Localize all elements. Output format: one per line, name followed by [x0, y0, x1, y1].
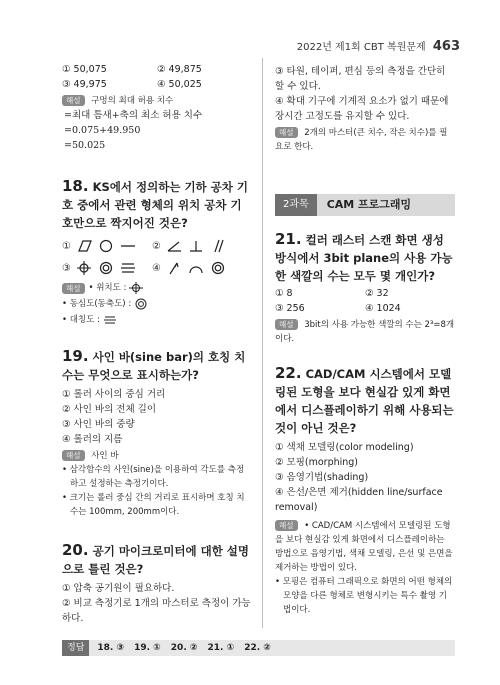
q19-expl-2: • 크기는 롤러 중심 간의 거리로 표시하며 호칭 치수는 100mm, 200mm이다.: [62, 493, 245, 517]
q18-text: KS에서 정의하는 기하 공차 기호 중에서 관련 형체의 위치 공차 기호만으로 짝지어진 것은?: [62, 180, 248, 230]
answer-tag: 정답: [62, 640, 89, 656]
q18-number: 18.: [62, 177, 89, 195]
q22-explanation: [275, 519, 455, 575]
q17-expl-line-2: =최대 틈새+축의 최소 허용 치수: [64, 110, 203, 121]
q18-expl-row-3: [62, 313, 252, 327]
explanation-badge: 해설: [275, 319, 298, 330]
q21-option-3: ③ 256: [275, 303, 305, 314]
q17-expl-line-3: =0.075+49.950: [64, 125, 141, 136]
q19-number: 19.: [62, 347, 89, 365]
q22-expl-1: • CAD/CAM 시스템에서 모델링된 도형을 보다 현실감 있게 화면에서 디스플레이하는 방법으로 음영기법, 색채 모델링, 은선 및 은면을 제거하는 방법이 있다.: [275, 521, 453, 573]
q20-explanation: [275, 126, 455, 154]
q20-text: 공기 마이크로미터에 대한 설명으로 틀린 것은?: [62, 544, 250, 576]
q21-text: 컬러 래스터 스캔 화면 생성 방식에서 3bit plane의 사용 가능한 색깔의 수는 모두 몇 개인가?: [275, 233, 453, 283]
profile-line-icon: [188, 261, 204, 275]
explanation-badge: 해설: [275, 127, 298, 138]
circularity-icon: [98, 239, 114, 253]
answer-19: 19. ①: [134, 643, 161, 653]
symmetry-icon: [120, 261, 136, 275]
q18-option-row-2: [62, 257, 252, 279]
q22-option-3: ③ 음영기법(shading): [275, 472, 369, 483]
answer-bar: [62, 640, 455, 656]
q17-expl-line-4: =50.025: [64, 140, 106, 151]
q22-option-1: ① 색채 모델링(color modeling): [275, 442, 414, 453]
explanation-badge: 해설: [62, 450, 85, 461]
q22-number: 22.: [275, 364, 302, 382]
q22-expl-2: • 모핑은 컴퓨터 그래픽으로 화면의 어떤 형체의 모양을 다른 형체로 변형시키는 특수 촬영 기법이다.: [275, 577, 453, 615]
q18-label-1: ①: [62, 240, 71, 252]
q19-expl-1: • 삼각함수의 사인(sine)을 이용하여 각도를 측정하고 설정하는 측정기이다.: [62, 465, 245, 489]
page-number: 463: [432, 39, 460, 54]
q17-expl-line-1: 구멍의 최대 허용 치수: [91, 96, 174, 106]
q21-number: 21.: [275, 230, 302, 248]
q21-option-2: ② 32: [365, 288, 389, 299]
explanation-badge: 해설: [275, 520, 298, 531]
q22-title: [275, 364, 455, 437]
q18-label-2: ②: [152, 240, 161, 252]
q20-expl: 2개의 마스터(큰 치수, 작은 치수)를 필요로 한다.: [275, 128, 448, 152]
q18-title: [62, 177, 252, 232]
q19-option-2: ② 사인 바의 전체 길이: [62, 404, 157, 415]
q20-option-1: ① 압축 공기원이 필요하다.: [62, 583, 175, 594]
q19-option-1: ① 롤러 사이의 중심 거리: [62, 389, 166, 400]
answer-21: 21. ①: [207, 643, 235, 653]
concentricity-icon-2: [210, 261, 226, 275]
position-icon: [129, 282, 143, 294]
subject-bar: [275, 194, 455, 216]
answer-22: 22. ②: [244, 643, 271, 653]
q20-title: [62, 541, 252, 578]
q22-text: CAD/CAM 시스템에서 모델링된 도형을 보다 현실감 있게 화면에서 디스플레이하기 위해 사용되는 것이 아닌 것은?: [275, 367, 454, 435]
q19-option-4: ④ 롤러의 지름: [62, 434, 123, 445]
q18-label-3: ③: [62, 262, 71, 274]
q22-option-2: ② 모핑(morphing): [275, 457, 359, 468]
q18-expl-row-2: [62, 297, 252, 311]
q19-explanation: [62, 449, 252, 463]
q20-number: 20.: [62, 541, 89, 559]
q21-options: [275, 288, 455, 314]
q21-option-1: ① 8: [275, 288, 293, 299]
subject-name: CAM 프로그래밍: [317, 194, 455, 216]
q21-title: [275, 230, 455, 285]
q17-explanation: [62, 94, 252, 108]
q19-text: 사인 바(sine bar)의 호칭 치수는 무엇으로 표시하는가?: [62, 350, 246, 382]
flatness-icon: [76, 239, 92, 253]
q18-expl-3: • 대칭도 :: [62, 315, 100, 325]
q19-option-3: ③ 사인 바의 중량: [62, 419, 135, 430]
q18-label-4: ④: [152, 262, 161, 274]
parallelism-icon: [210, 239, 226, 253]
q22-option-4: ④ 은선/은면 제거(hidden line/surface removal): [275, 487, 443, 513]
q19-expl-head: 사인 바: [91, 451, 119, 461]
position-icon: [76, 261, 92, 275]
q20-option-2: ② 비교 측정기로 1개의 마스터로 측정이 가능하다.: [62, 598, 251, 624]
q18-expl-1: • 위치도 :: [88, 283, 127, 293]
q17-option-4: ④ 50,025: [157, 79, 202, 90]
q21-explanation: [275, 318, 455, 346]
runout-icon: [166, 261, 182, 275]
right-column: [275, 64, 455, 617]
column-divider: [262, 58, 263, 628]
concentricity-icon: [134, 298, 148, 310]
angularity-icon: [166, 239, 182, 253]
q20-option-3: ③ 타원, 테이퍼, 편심 등의 측정을 간단히 할 수 있다.: [275, 66, 446, 92]
straightness-icon: [120, 239, 136, 253]
q17-options: [62, 64, 252, 90]
left-column: [62, 64, 252, 626]
q19-title: [62, 347, 252, 384]
q17-option-3: ③ 49,975: [62, 79, 107, 90]
perpendicularity-icon: [188, 239, 204, 253]
explanation-badge: 해설: [62, 283, 85, 294]
answer-18: 18. ③: [97, 643, 125, 653]
header-text: 2022년 제1회 CBT 복원문제: [296, 42, 426, 53]
page-header: [297, 38, 460, 54]
q20-option-4: ④ 확대 기구에 기계적 요소가 없기 때문에 장시간 고정도를 유지할 수 있다.: [275, 96, 449, 122]
q18-explanation: [62, 281, 252, 295]
q18-option-row-1: [62, 235, 252, 257]
subject-tag: 2과목: [275, 194, 317, 216]
q21-option-4: ④ 1024: [365, 303, 401, 314]
q17-option-1: ① 50,075: [62, 64, 107, 75]
q21-expl: 3bit의 사용 가능한 색깔의 수는 2³=8개이다.: [275, 320, 455, 344]
concentricity-icon: [98, 261, 114, 275]
symmetry-icon: [103, 314, 117, 326]
answer-20: 20. ②: [170, 643, 198, 653]
explanation-badge: 해설: [62, 95, 85, 106]
q18-expl-2: • 동심도(동축도) :: [62, 299, 132, 309]
q17-option-2: ② 49,875: [157, 64, 202, 75]
